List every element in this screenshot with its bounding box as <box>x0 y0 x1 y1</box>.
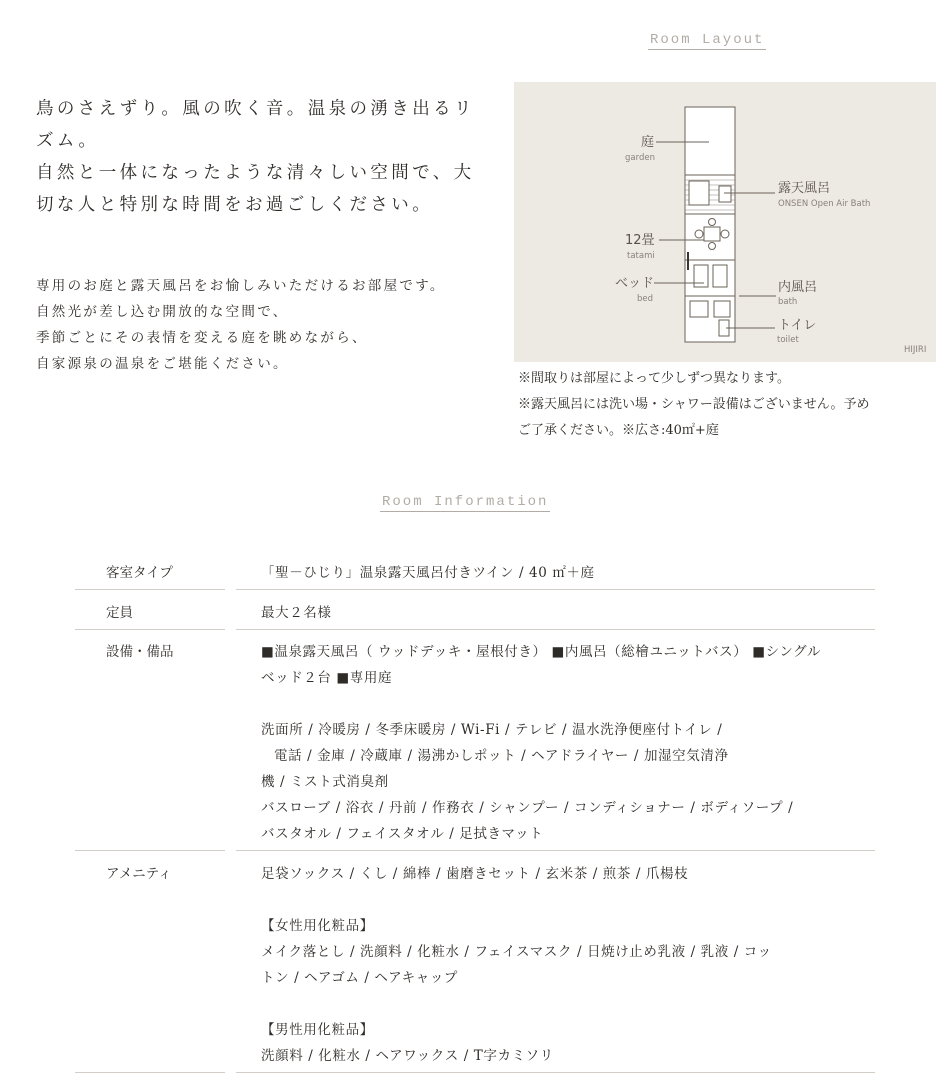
intro-lead <box>36 93 476 221</box>
equipment-line: 洗面所 / 冷暖房 / 冬季床暖房 / Wi-Fi / テレビ / 温水洗浄便座付トイレ / <box>261 722 723 738</box>
garden-label: 庭 <box>641 135 655 150</box>
equipment-line: 電話 / 金庫 / 冷蔵庫 / 湯沸かしポット / ヘアドライヤー / 加湿空気清浄 <box>274 748 729 764</box>
facilities-line: ベッド２台 ■専用庭 <box>261 670 393 686</box>
floor-plan <box>514 82 936 362</box>
facilities-value <box>261 639 875 847</box>
male-cosmetics-heading: 【男性用化粧品】 <box>261 1022 374 1038</box>
facilities-label: 設備・備品 <box>106 644 174 660</box>
outdoor-tub <box>689 181 709 205</box>
table-row <box>75 851 875 1073</box>
female-cosmetics-line: トン / ヘアゴム / ヘアキャップ <box>261 970 459 986</box>
table-row <box>75 558 875 590</box>
bed-left <box>694 265 708 287</box>
outdoor-bath-label-en: ONSEN Open Air Bath <box>778 199 871 209</box>
lead-line: 切な人と特別な時間をお過ごしください。 <box>36 195 434 215</box>
amenity-line: 足袋ソックス / くし / 綿棒 / 歯磨きセット / 玄米茶 / 煎茶 / 爪楊枝 <box>261 866 689 882</box>
note-line: ご了承ください。※広さ:40㎡+庭 <box>518 423 719 438</box>
female-cosmetics-heading: 【女性用化粧品】 <box>261 918 374 934</box>
tatami-label-en: tatami <box>627 251 655 261</box>
amenity-value <box>261 861 875 1069</box>
table-row <box>75 630 875 851</box>
outdoor-bath-label: 露天風呂 <box>778 181 831 196</box>
garden-label-en: garden <box>625 153 655 163</box>
equipment-line: 機 / ミスト式消臭剤 <box>261 774 389 790</box>
room-information-heading: Room Information <box>382 494 549 510</box>
room-name-mark: HIJIRI <box>904 345 927 355</box>
bed-label: ベッド <box>615 276 655 291</box>
body-line: 自然光が差し込む開放的な空間で、 <box>36 304 289 320</box>
bed-right <box>713 265 727 287</box>
toilet-label: トイレ <box>778 318 817 333</box>
female-cosmetics-line: メイク落とし / 洗顔料 / 化粧水 / フェイスマスク / 日焼け止め乳液 / 乳液 / コッ <box>261 944 772 960</box>
tatami-label: 12畳 <box>625 233 655 248</box>
bed-label-en: bed <box>637 294 654 304</box>
note-line: ※露天風呂には洗い場・シャワー設備はございません。予め <box>518 397 870 412</box>
body-line: 自家源泉の温泉をご堪能ください。 <box>36 356 289 372</box>
lead-line: 鳥のさえずり。風の吹く音。温泉の湧き出るリ <box>36 99 475 119</box>
facilities-line: ■温泉露天風呂（ ウッドデッキ・屋根付き） ■内風呂（総檜ユニットバス） ■シングル <box>261 644 821 660</box>
deck-bench <box>719 186 731 202</box>
room-type-label: 客室タイプ <box>106 565 173 581</box>
lead-line: ズム。 <box>36 131 100 151</box>
body-line: 専用のお庭と露天風呂をお愉しみいただけるお部屋です。 <box>36 278 446 294</box>
intro-body <box>36 273 496 377</box>
table-row <box>75 590 875 630</box>
equipment-line: バスタオル / フェイスタオル / 足拭きマット <box>261 826 544 842</box>
indoor-bath-label: 内風呂 <box>778 280 818 295</box>
body-line: 季節ごとにその表情を変える庭を眺めながら、 <box>36 330 368 346</box>
equipment-line: バスローブ / 浴衣 / 丹前 / 作務衣 / シャンプー / コンディショナー / ボディソープ / <box>261 800 794 816</box>
capacity-value: 最大２名様 <box>261 605 332 621</box>
male-cosmetics-line: 洗顔料 / 化粧水 / ヘアワックス / T字カミソリ <box>261 1048 554 1064</box>
lead-line: 自然と一体になったような清々しい空間で、大 <box>36 163 475 183</box>
toilet-label-en: toilet <box>777 335 799 345</box>
garden-area <box>685 107 735 175</box>
amenity-label: アメニティ <box>106 866 172 882</box>
note-line: ※間取りは部屋によって少しずつ異なります。 <box>518 371 790 386</box>
capacity-label: 定員 <box>106 605 133 621</box>
floor-plan-drawing <box>514 82 936 362</box>
layout-notes <box>518 366 918 444</box>
indoor-bath-label-en: bath <box>778 297 798 307</box>
room-info-table <box>75 558 875 1073</box>
room-type-value: 「聖－ひじり」温泉露天風呂付きツイン / 40 ㎡＋庭 <box>261 565 595 581</box>
room-layout-heading: Room Layout <box>650 32 765 48</box>
